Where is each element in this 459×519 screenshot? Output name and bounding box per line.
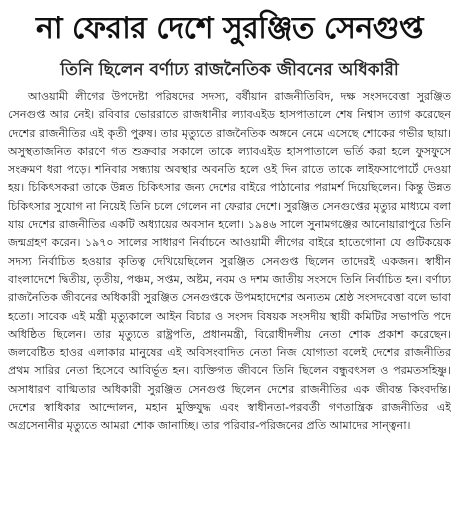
article-paragraph: আওয়ামী লীগের উপদেষ্টা পরিষদের সদস্য, বর্ষীয়ান রাজনীতিবিদ, দক্ষ সংসদবেত্তা সুরঞ্জিত সেনগুপ্ত আর নেই। রবিবার ভোররাতে রাজধানীর ল্যাবএইড হাসপাতালে শেষ নিশ্বাস ত্যাগ করেছেন দেশের রাজনীতির এই কৃতী পুরুষ। তার মৃত্যুতে রাজনৈতিক অঙ্গনে নেমে এসেছে শোকের গভীর ছায়া। অসুস্থতাজনিত কারণে গত শুক্রবার সকালে তাকে ল্যাবএইড হাসপাতালে ভর্তি করা হলে ফুসফুসে সংক্রমণ ধরা পড়ে। শনিবার সন্ধ্যায় অবস্থার অবনতি হলে ওই দিন রাতে তাকে লাইফসাপোর্টে দেওয়া হয়। চিকিৎসকরা তাকে উন্নত চিকিৎসার জন্য দেশের বাইরে পাঠানোর পরামর্শ দিয়েছিলেন। কিন্তু উন্নত চিকিৎসার সুযোগ না নিয়েই তিনি চলে গেলেন না ফেরার দেশে। সুরঞ্জিত সেনগুপ্তের মৃত্যুর মাধ্যমে বলা যায় দেশের রাজনীতির একটি অধ্যায়ের অবসান হলো। ১৯৪৬ সালে সুনামগঞ্জের আনোয়ারাপুরে তিনি জন্মগ্রহণ করেন। ১৯৭০ সালের সাধারণ নির্বাচনে আওয়ামী লীগের বাইরে হাতেগোনা যে গুটিকয়েক সদস্য নির্বাচিত হওয়ার কৃতিত্ব দেখিয়েছিলেন সুরঞ্জিত সেনগুপ্ত ছিলেন তাদেরই একজন। স্বাধীন বাংলাদেশে দ্বিতীয়, তৃতীয়, পঞ্চম, সপ্তম, অষ্টম, নবম ও দশম জাতীয় সংসদে তিনি নির্বাচিত হন। বর্ণাঢ্য রাজনৈতিক জীবনের অধিকারী সুরঞ্জিত সেনগুপ্তকে উপমহাদেশের অন্যতম শ্রেষ্ঠ সংসদবেত্তা বলে ভাবা হতো। সাবেক এই মন্ত্রী মৃত্যুকালে আইন বিচার ও সংসদ বিষয়ক সংসদীয় স্থায়ী কমিটির সভাপতি পদে অধিষ্ঠিত ছিলেন। তার মৃত্যুতে রাষ্ট্রপতি, প্রধানমন্ত্রী, বিরোধীদলীয় নেতা শোক প্রকাশ করেছেন। জলবেষ্টিত হাওর এলাকার মানুষের এই অবিসংবাদিত নেতা নিজ যোগ্যতা বলেই দেশের রাজনীতির প্রথম সারির নেতা হিসেবে আবির্ভূত হন। ব্যক্তিগত জীবনে তিনি ছিলেন বন্ধুবৎসল ও পরমতসহিষ্ণু। অসাধারণ বাগ্মিতার অধিকারী সুরঞ্জিত সেনগুপ্ত ছিলেন দেশের রাজনীতির এক জীবন্ত কিংবদন্তি। দেশের স্বাধিকার আন্দোলন, মহান মুক্তিযুদ্ধ এবং স্বাধীনতা-পরবর্তী গণতান্ত্রিক রাজনীতির এই অগ্রসেনানীর মৃত্যুতে আমরা শোক জানাচ্ছি। তার পরিবার-পরিজনের প্রতি আমাদের সান্ত্বনা। bbox=[8, 90, 451, 433]
subheadline: তিনি ছিলেন বর্ণাঢ্য রাজনৈতিক জীবনের অধিকারী bbox=[60, 60, 399, 80]
article-body bbox=[8, 88, 451, 508]
headline: না ফেরার দেশে সুরঞ্জিত সেনগুপ্ত bbox=[35, 11, 424, 46]
